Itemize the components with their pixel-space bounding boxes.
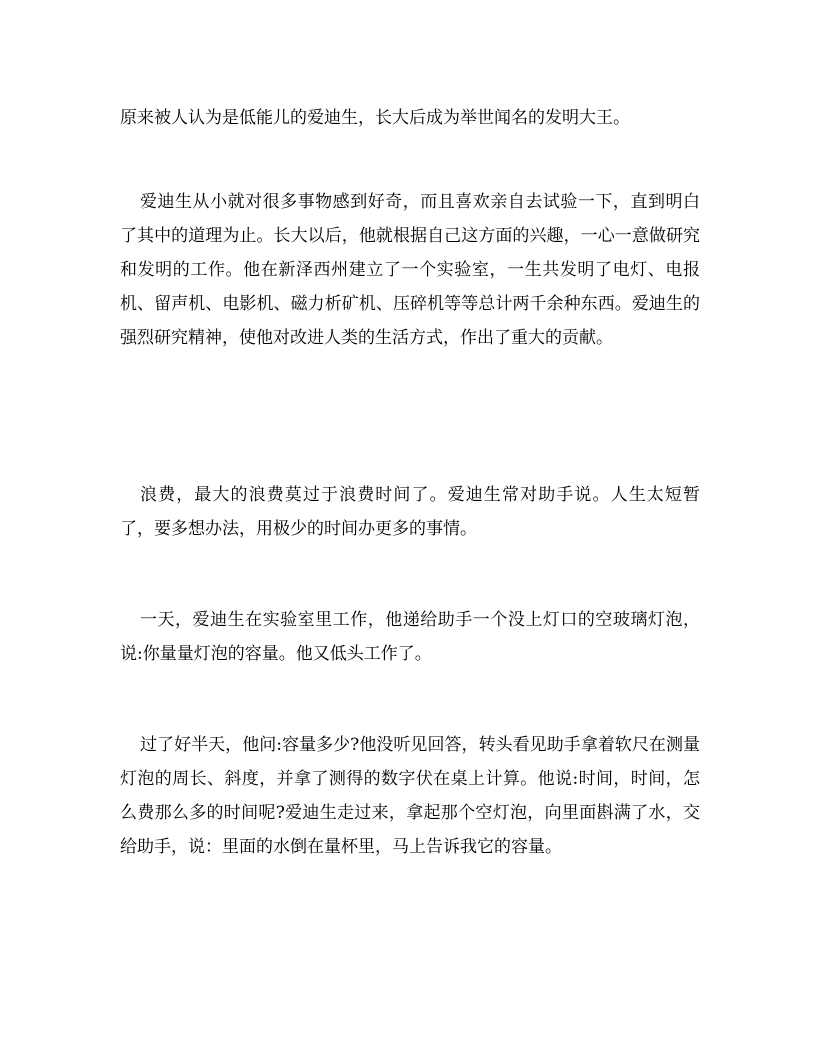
paragraph-intro: 原来被人认为是低能儿的爱迪生，长大后成为举世闻名的发明大王。 [120, 108, 630, 128]
paragraph-curiosity: 爱迪生从小就对很多事物感到好奇，而且喜欢亲自去试验一下，直到明白了其中的道理为止。长大以后，他就根据自己这方面的兴趣，一心一意做研究和发明的工作。他在新泽西州建立了一个实验室，一生共发明了电灯、电报机、留声机、电影机、磁力析矿机、压碎机等等总计两千余种东西。爱迪生的强烈研究精神，使他对改进人类的生活方式，作出了重大的贡献。 [120, 192, 700, 348]
paragraph-waste-time: 浪费，最大的浪费莫过于浪费时间了。爱迪生常对助手说。人生太短暂了，要多想办法，用极少的时间办更多的事情。 [120, 485, 700, 539]
paragraph-light-bulb: 一天，爱迪生在实验室里工作，他递给助手一个没上灯口的空玻璃灯泡，说:你量量灯泡的容量。他又低头工作了。 [120, 610, 700, 664]
paragraph-measure-volume: 过了好半天，他问:容量多少?他没听见回答，转头看见助手拿着软尺在测量灯泡的周长、斜度，并拿了测得的数字伏在桌上计算。他说:时间，时间，怎么费那么多的时间呢?爱迪生走过来，拿起那个空灯泡，向里面斟满了水，交给助手，说：里面的水倒在量杯里，马上告诉我它的容量。 [120, 735, 700, 857]
